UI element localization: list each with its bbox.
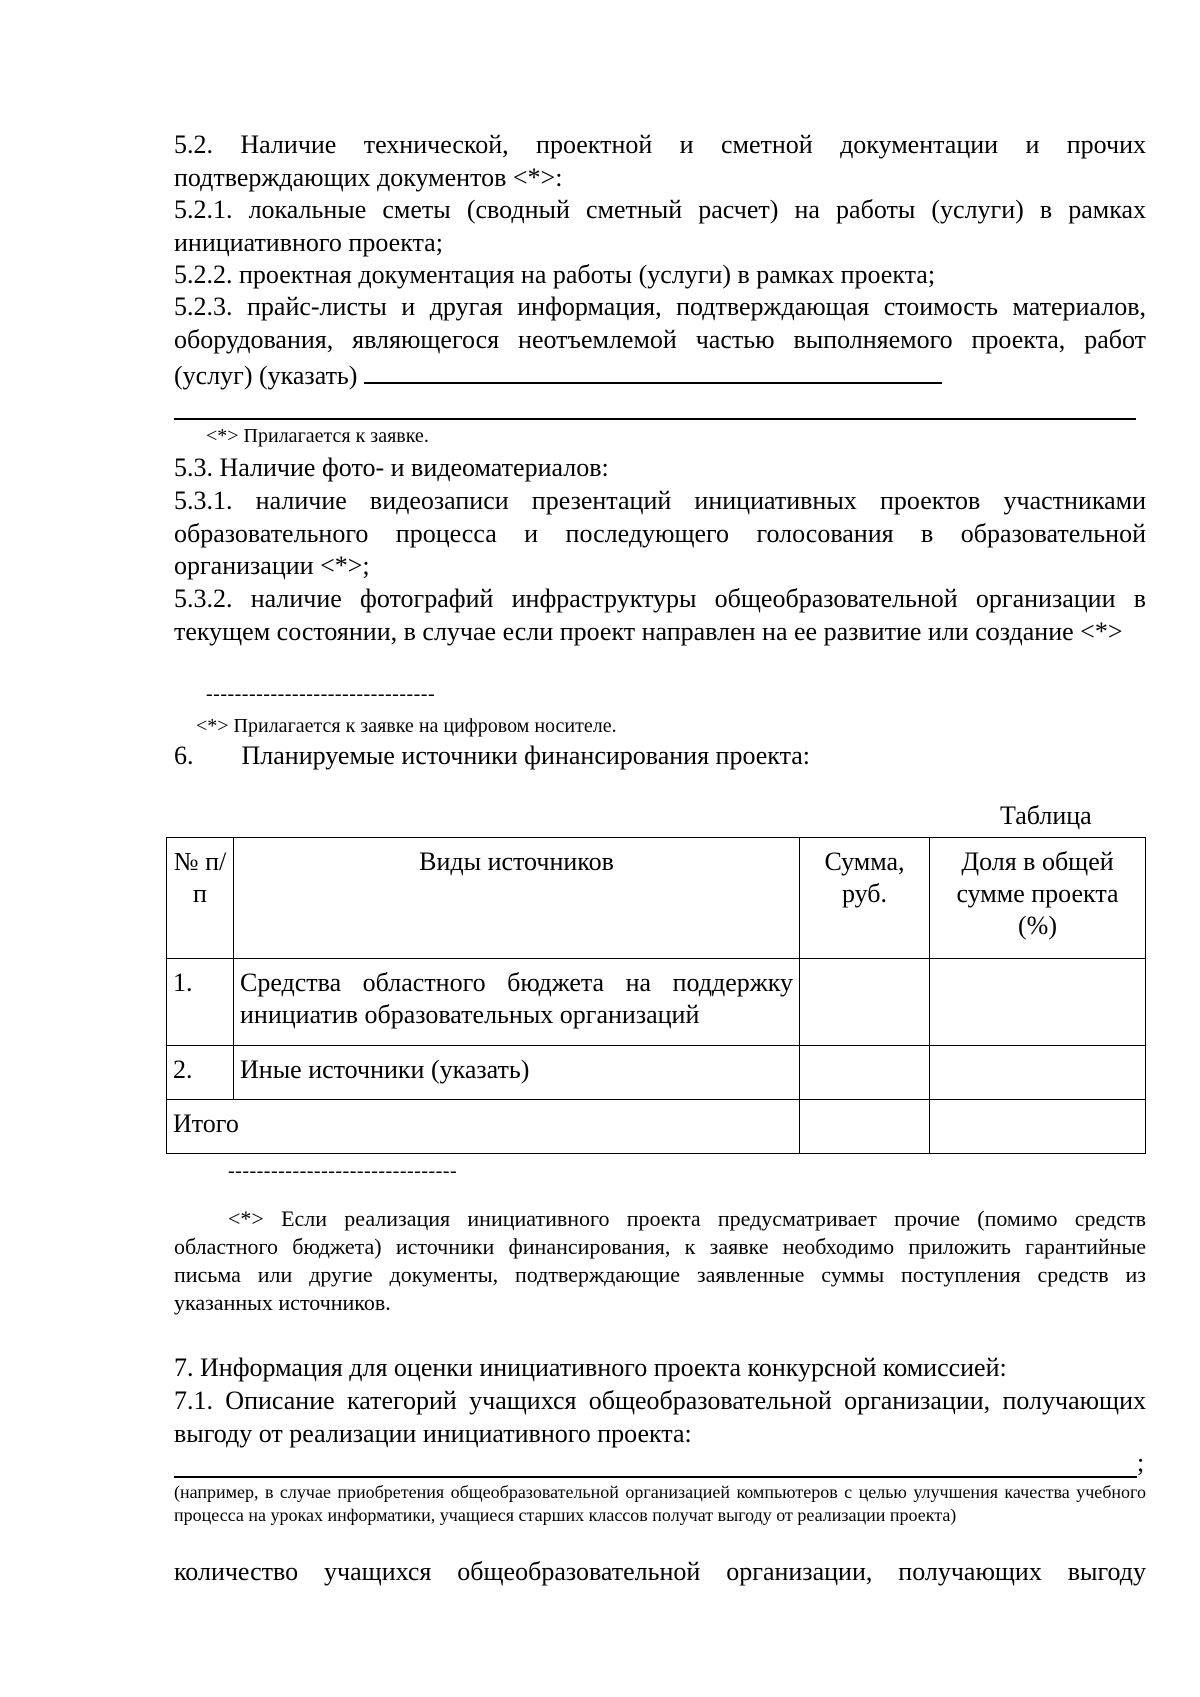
total-label: Итого	[167, 1100, 800, 1154]
section-5-3-title: 5.3. Наличие фото- и видеоматериалов:	[174, 453, 609, 482]
hint-text: (например, в случае приобретения общеобразовательной организацией компьютеров с целью улучшения качества учебного процесса на уроках информатики, учащиеся старших классов получат выгоду от реализации проекта)	[174, 1482, 1146, 1525]
section-6-number: 6.	[174, 741, 194, 770]
total-sum-cell[interactable]	[800, 1100, 930, 1154]
table-header-row	[167, 838, 1146, 959]
item-5-2-3	[174, 291, 1146, 393]
row-source-type: Иные источники (указать)	[234, 1046, 800, 1100]
item-5-2-1: 5.2.1. локальные сметы (сводный сметный расчет) на работы (услуги) в рамках инициативного проекта;	[174, 195, 1146, 257]
fill-line[interactable]	[174, 418, 1136, 420]
row-share-cell[interactable]	[930, 959, 1146, 1046]
section-7-title: 7. Информация для оценки инициативного проекта конкурсной комиссией:	[174, 1353, 1007, 1382]
fill-line[interactable]	[174, 1476, 1137, 1478]
row-source-type: Средства областного бюджета на поддержку инициатив образовательных организаций	[234, 959, 800, 1046]
fill-line[interactable]	[364, 356, 942, 384]
footnote-separator: --------------------------------	[206, 683, 436, 705]
section-6-heading	[174, 740, 1146, 773]
header-source-type: Виды источников	[234, 838, 800, 959]
section-6-title: Планируемые источники финансирования проекта:	[241, 741, 811, 770]
footnote-financing: <*> Если реализация инициативного проекта предусматривает прочие (помимо средств областного бюджета) источники финансирования, к заявке необходимо приложить гарантийные письма или другие документы, подтверждающие заявленные суммы поступления средств из указанных источников.	[174, 1206, 1146, 1315]
header-share: Доля в общей сумме проекта (%)	[930, 838, 1146, 959]
footnote-5-2: <*> Прилагается к заявке.	[206, 425, 429, 447]
header-number: № п/п	[167, 838, 234, 959]
line-end-semicolon: ;	[1137, 1448, 1145, 1477]
financing-table	[166, 837, 1146, 1154]
item-5-3-1: 5.3.1. наличие видеозаписи презентаций инициативных проектов участниками образовательного процесса и последующего голосования в образовательной организации <*>;	[174, 486, 1146, 580]
row-number: 2.	[167, 1046, 234, 1100]
total-share-cell[interactable]	[930, 1100, 1146, 1154]
table-total-row	[167, 1100, 1146, 1154]
row-sum-cell[interactable]	[800, 1046, 930, 1100]
item-5-2-3-text: 5.2.3. прайс-листы и другая информация, подтверждающая стоимость материалов, оборудования, являющегося неотъемлемой частью выполняемого проекта, работ (услуг) (указать)	[174, 292, 1146, 390]
item-5-3-2: 5.3.2. наличие фотографий инфраструктуры общеобразовательной организации в текущем состоянии, в случае если проект направлен на ее развитие или создание <*>	[174, 584, 1146, 646]
section-5-2-title: 5.2. Наличие технической, проектной и сметной документации и прочих подтверждающих документов <*>:	[174, 130, 1146, 192]
row-number: 1.	[167, 959, 234, 1046]
footnote-5-3: <*> Прилагается к заявке на цифровом носителе.	[196, 715, 617, 737]
table-row	[167, 959, 1146, 1046]
footnote-separator: --------------------------------	[228, 1160, 458, 1182]
table-caption: Таблица	[1000, 801, 1092, 830]
item-7-last-line: количество учащихся общеобразовательной организации, получающих выгоду	[174, 1557, 1146, 1586]
row-share-cell[interactable]	[930, 1046, 1146, 1100]
row-sum-cell[interactable]	[800, 959, 930, 1046]
table-row	[167, 1046, 1146, 1100]
item-7-1: 7.1. Описание категорий учащихся общеобразовательной организации, получающих выгоду от реализации инициативного проекта:	[174, 1386, 1146, 1448]
item-5-2-2: 5.2.2. проектная документация на работы (услуги) в рамках проекта;	[174, 260, 936, 289]
header-sum: Сумма, руб.	[800, 838, 930, 959]
